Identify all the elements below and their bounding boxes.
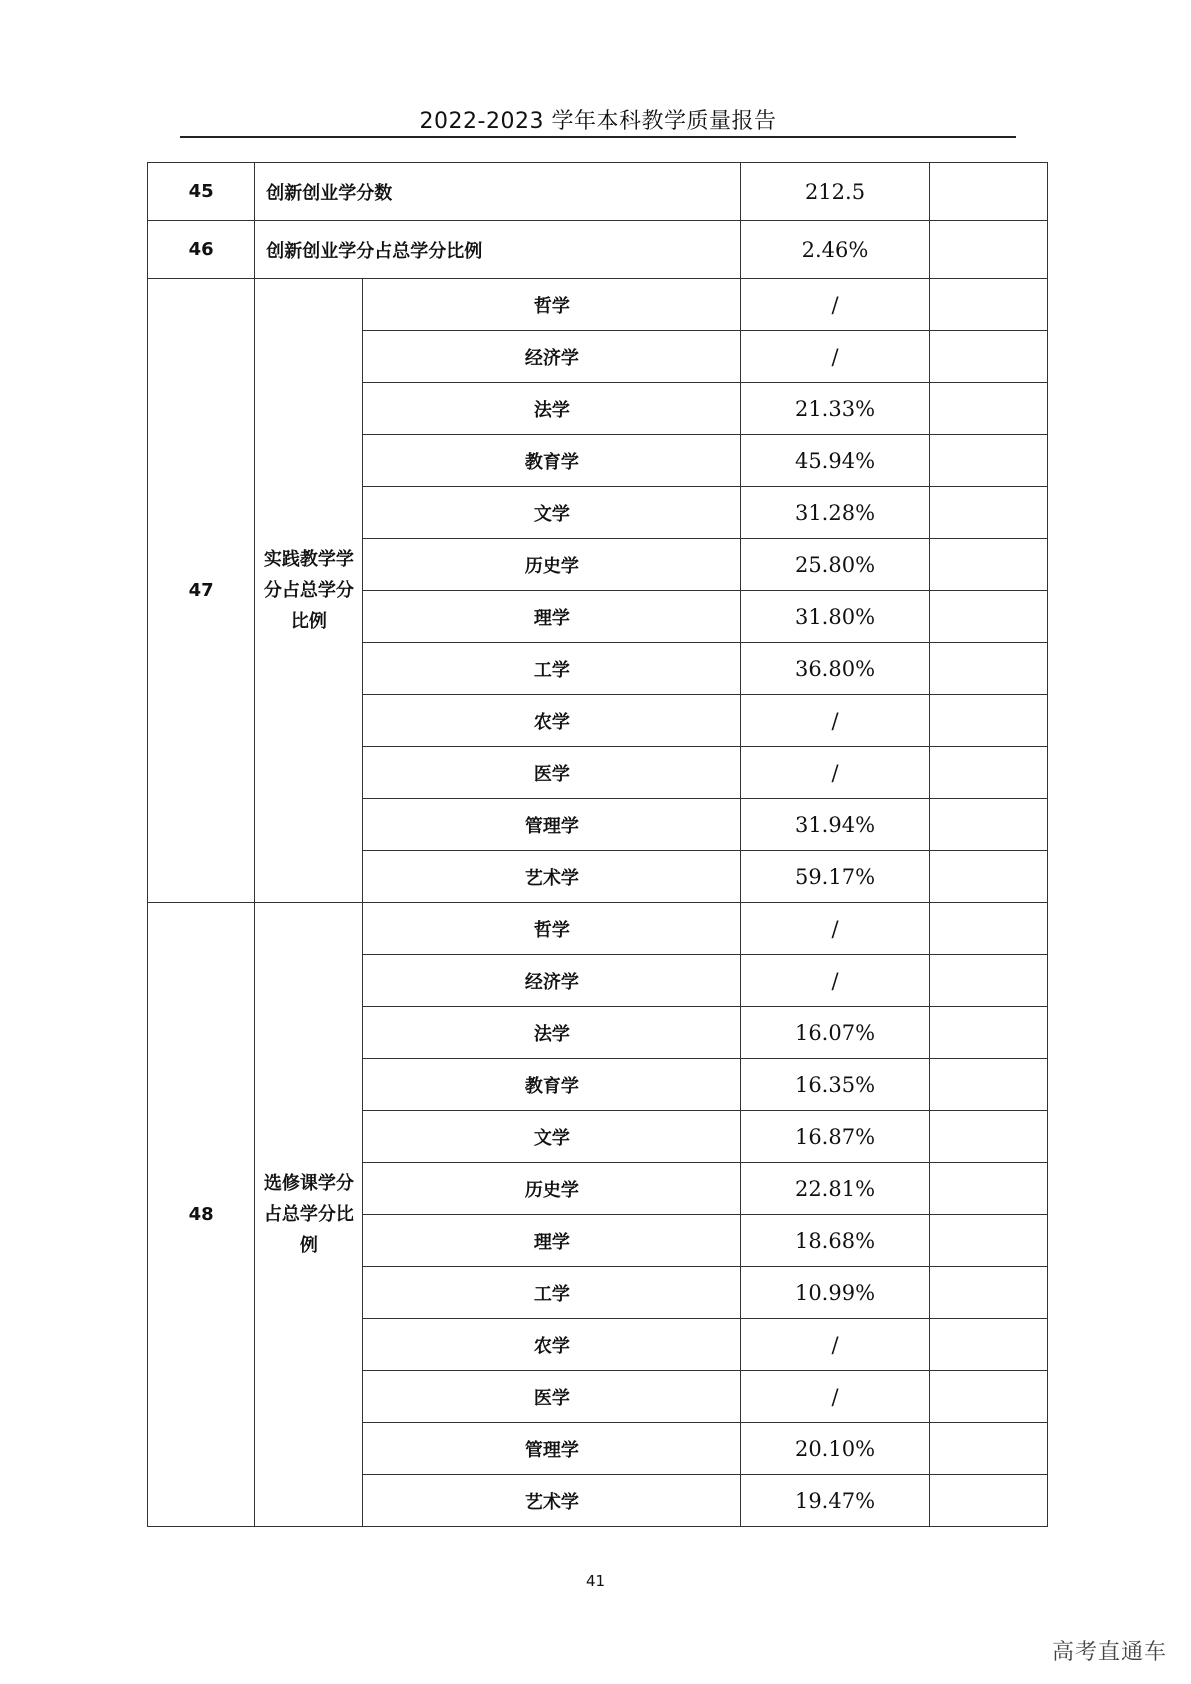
page-header-title: 2022-2023 学年本科教学质量报告 <box>419 109 777 134</box>
discipline-value: 20.10% <box>741 1423 929 1475</box>
row-note <box>929 435 1047 487</box>
watermark: 高考直通车 <box>1051 1640 1167 1665</box>
discipline-category: 哲学 <box>363 903 741 955</box>
discipline-value: 16.87% <box>741 1111 929 1163</box>
row-note <box>929 851 1047 903</box>
discipline-value: / <box>741 955 929 1007</box>
discipline-category: 历史学 <box>363 1163 741 1215</box>
discipline-value: / <box>741 331 929 383</box>
discipline-value: 31.80% <box>741 591 929 643</box>
discipline-value: / <box>741 903 929 955</box>
row-number: 46 <box>148 221 255 279</box>
discipline-category: 历史学 <box>363 539 741 591</box>
discipline-value: 21.33% <box>741 383 929 435</box>
page-number: 41 <box>585 1572 606 1590</box>
row-note <box>929 1475 1047 1527</box>
row-note <box>929 903 1047 955</box>
discipline-value: / <box>741 1371 929 1423</box>
row-note <box>929 1319 1047 1371</box>
discipline-category: 艺术学 <box>363 851 741 903</box>
row-note <box>929 643 1047 695</box>
row-note <box>929 1215 1047 1267</box>
discipline-value: 16.07% <box>741 1007 929 1059</box>
row-number: 45 <box>148 163 255 221</box>
discipline-category: 法学 <box>363 383 741 435</box>
discipline-category: 艺术学 <box>363 1475 741 1527</box>
row-note <box>929 1423 1047 1475</box>
discipline-value: / <box>741 747 929 799</box>
discipline-value: 19.47% <box>741 1475 929 1527</box>
discipline-category: 经济学 <box>363 955 741 1007</box>
discipline-category: 农学 <box>363 695 741 747</box>
discipline-value: 36.80% <box>741 643 929 695</box>
discipline-category: 理学 <box>363 1215 741 1267</box>
row-value: 212.5 <box>741 163 929 221</box>
discipline-value: 10.99% <box>741 1267 929 1319</box>
group-number: 47 <box>148 279 255 903</box>
row-note <box>929 1267 1047 1319</box>
discipline-category: 法学 <box>363 1007 741 1059</box>
row-indicator-name: 创新创业学分数 <box>255 163 741 221</box>
row-note <box>929 487 1047 539</box>
row-value: 2.46% <box>741 221 929 279</box>
row-note <box>929 383 1047 435</box>
discipline-category: 文学 <box>363 487 741 539</box>
discipline-value: 45.94% <box>741 435 929 487</box>
row-note <box>929 163 1047 221</box>
report-table-body <box>148 163 1048 1527</box>
discipline-value: 18.68% <box>741 1215 929 1267</box>
row-note <box>929 591 1047 643</box>
row-note <box>929 955 1047 1007</box>
table-row <box>148 279 1048 331</box>
discipline-category: 管理学 <box>363 799 741 851</box>
table-row <box>148 163 1048 221</box>
discipline-category: 文学 <box>363 1111 741 1163</box>
header-divider <box>180 136 1016 138</box>
row-note <box>929 695 1047 747</box>
group-number: 48 <box>148 903 255 1527</box>
discipline-value: / <box>741 1319 929 1371</box>
discipline-value: 22.81% <box>741 1163 929 1215</box>
table-row <box>148 903 1048 955</box>
row-note <box>929 747 1047 799</box>
discipline-category: 医学 <box>363 1371 741 1423</box>
discipline-category: 理学 <box>363 591 741 643</box>
group-indicator-name: 实践教学学分占总学分比例 <box>255 279 363 903</box>
discipline-value: 31.28% <box>741 487 929 539</box>
discipline-value: 59.17% <box>741 851 929 903</box>
report-table <box>147 162 1048 1527</box>
row-note <box>929 1007 1047 1059</box>
discipline-category: 哲学 <box>363 279 741 331</box>
discipline-value: 25.80% <box>741 539 929 591</box>
row-note <box>929 1059 1047 1111</box>
discipline-category: 教育学 <box>363 1059 741 1111</box>
row-note <box>929 279 1047 331</box>
row-note <box>929 1371 1047 1423</box>
row-note <box>929 1111 1047 1163</box>
discipline-value: 31.94% <box>741 799 929 851</box>
discipline-category: 医学 <box>363 747 741 799</box>
row-note <box>929 1163 1047 1215</box>
discipline-category: 教育学 <box>363 435 741 487</box>
discipline-category: 农学 <box>363 1319 741 1371</box>
row-indicator-name: 创新创业学分占总学分比例 <box>255 221 741 279</box>
group-indicator-name: 选修课学分占总学分比例 <box>255 903 363 1527</box>
discipline-category: 管理学 <box>363 1423 741 1475</box>
discipline-category: 工学 <box>363 643 741 695</box>
discipline-category: 经济学 <box>363 331 741 383</box>
row-note <box>929 799 1047 851</box>
discipline-value: 16.35% <box>741 1059 929 1111</box>
row-note <box>929 539 1047 591</box>
discipline-category: 工学 <box>363 1267 741 1319</box>
discipline-value: / <box>741 279 929 331</box>
row-note <box>929 221 1047 279</box>
discipline-value: / <box>741 695 929 747</box>
table-row <box>148 221 1048 279</box>
row-note <box>929 331 1047 383</box>
